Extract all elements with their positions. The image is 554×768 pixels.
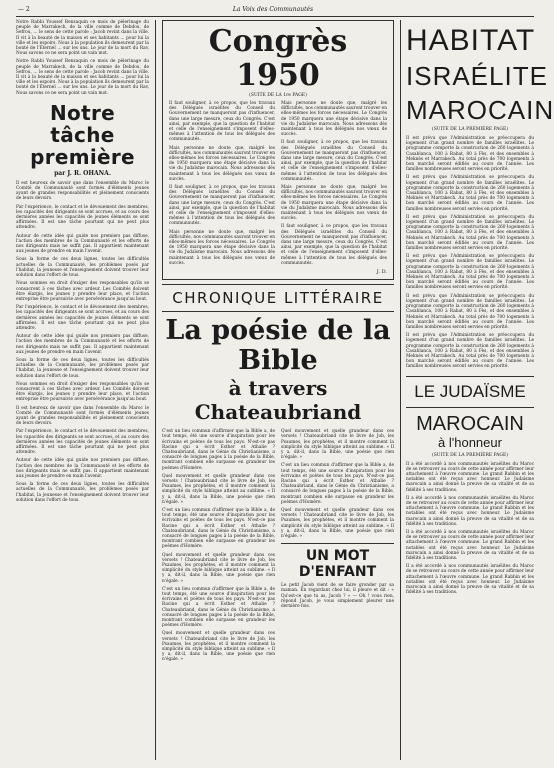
- poesie-paragraph: Quel mouvement et quelle grandeur dans ces versets ! Chateaubriand cite le livre de Job, les Psaumes, les prophètes, et il montre comment la simplicité du style biblique atteint au sublime. « Il y a, dit-il, dans la Bible, une poésie que rien n'égale. »: [162, 473, 275, 505]
- poesie-right-column: [281, 429, 394, 666]
- judaisme-headline-line1: LE JUDAÏSME: [406, 376, 534, 401]
- poesie-subheadline: à travers Chateaubriand: [194, 376, 362, 425]
- column-divider-2: [400, 20, 401, 760]
- habitat-paragraph: Il est prévu que l'Administration se préoccupera du logement d'un grand nombre de familles israélites. Le programme comporte la construction de 260 logements à Casablanca, 100 à Rabat, 80 à Fès, et des ensembles à Meknès et Marrakech. Au total près de 700 logements à bon marché seront édifiés au cours de l'année. Les familles nombreuses seront servies en priorité.: [406, 293, 534, 330]
- congres-right-column: [281, 101, 387, 275]
- judaisme-paragraph: Il a été accordé à nos communautés israélites du Maroc de se retrouver au cours de cette année pour affirmer leur attachement à l'œuvre commune. Le grand Rabbin et les notables ont été reçus avec honneur. Le Judaïsme marocain a ainsi donné la preuve de sa vitalité et de sa fidélité à ses traditions.: [406, 495, 534, 527]
- poesie-paragraph: Quel mouvement et quelle grandeur dans ces versets ! Chateaubriand cite le livre de Job, les Psaumes, les prophètes, et il montre comment la simplicité du style biblique atteint au sublime. « Il y a, dit-il, dans la Bible, une poésie que rien n'égale. »: [162, 552, 275, 584]
- mot-enfant-paragraph: Le petit Jacob vient de se faire gronder par sa maman. En regardant chez lui, il pleure et dit : « Qu'est-ce que tu as, Jacob ? » — Oh ! vous rien, répond Jacob, je vous simplement pleurer une dernière fois.: [281, 583, 394, 609]
- notre-tache-paragraph: Nous sommes en droit d'exiger des responsables qu'ils se consacrent à ces tâches avec ardeur. Les Comités doivent être élargis, les jeunes y prendre leur place, et l'action entreprise être poursuivie avec persévérance jusqu'au bout.: [16, 381, 149, 403]
- poesie-paragraph: Quel mouvement et quelle grandeur dans ces versets ! Chateaubriand cite le livre de Job, les Psaumes, les prophètes, et il montre comment la simplicité du style biblique atteint au sublime. « Il y a, dit-il, dans la Bible, une poésie que rien n'égale. »: [281, 429, 394, 461]
- notre-tache-paragraph: Nous sommes en droit d'exiger des responsables qu'ils se consacrent à ces tâches avec ardeur. Les Comités doivent être élargis, les jeunes y prendre leur place, et l'action entreprise être poursuivie avec persévérance jusqu'au bout.: [16, 281, 149, 302]
- notre-tache-paragraph: Par l'expérience, le contact et le dévouement des membres, les capacités des dirigeants se sont accrues, et au cours des dernières années les capacités de jeunes éléments se sont affirmées. Il est une tâche pourtant qui ne peut plus attendre.: [16, 429, 149, 456]
- poesie-paragraph: C'est un lieu commun d'affirmer que la Bible a, de tout temps, été une source d'inspiration pour les écrivains et poètes de tous les pays. N'est-ce pas Racine qui a écrit Esther et Athalie ? Chateaubriand, dans le Génie du Christianisme, a consacré de longues pages à la poésie de la Bible, montrant combien elle surpasse en grandeur les poèmes d'Homère.: [162, 586, 275, 629]
- congres-paragraph: Mais personne ne doute que, malgré les difficultés, nos communautés sauront trouver en elles-mêmes les forces nécessaires. Le Congrès de 1950 marquera une étape décisive dans la vie du Judaïsme marocain. Nous adressons dès maintenant à tous les délégués nos vœux de succès.: [281, 185, 387, 222]
- notre-tache-paragraph: Sous la forme de ces deux lignes, toutes les difficultés actuelles de la Communauté, les problèmes posés par l'habitat, la jeunesse et l'enseignement doivent trouver leur solution dans l'effort de tous.: [16, 482, 149, 503]
- chronique-heading: CHRONIQUE LITTÉRAIRE: [162, 284, 394, 312]
- notre-tache-paragraph: Sous la forme de ces deux lignes, toutes les difficultés actuelles de la Communauté, les problèmes posés par l'habitat, la jeunesse et l'enseignement doivent trouver leur solution dans l'effort de tous.: [16, 257, 149, 279]
- poesie-paragraph: C'est un lieu commun d'affirmer que la Bible a, de tout temps, été une source d'inspiration pour les écrivains et poètes de tous les pays. N'est-ce pas Racine qui a écrit Esther et Athalie ? Chateaubriand, dans le Génie du Christianisme, a consacré de longues pages à la poésie de la Bible, montrant combien elle surpasse en grandeur les poèmes d'Homère.: [162, 429, 275, 471]
- notre-tache-paragraph: Autour de cette idée qui guide nos premiers pas diffuse, l'action des membres de la Communauté et les efforts de nos dirigeants mais ne suffit pas. Il appartient maintenant aux jeunes de prendre en main l'avenir.: [16, 458, 149, 479]
- notre-tache-paragraph: Autour de cette idée qui guide nos premiers pas diffuse, l'action des membres de la Communauté et les efforts de nos dirigeants mais ne suffit pas. Il appartient maintenant aux jeunes de prendre en main l'avenir.: [16, 334, 149, 355]
- column-right: [406, 20, 554, 760]
- column-left: [16, 20, 149, 760]
- congres-signature: J. D.: [376, 269, 387, 276]
- notre-tache-paragraph: Par l'expérience, le contact et le dévouement des membres, les capacités des dirigeants se sont accrues, et au cours des dernières années les capacités de jeunes éléments se sont affirmées. Il est une tâche pourtant qui ne peut plus attendre.: [16, 305, 149, 331]
- congres-paragraph: Mais personne ne doute que, malgré les difficultés, nos communautés sauront trouver en elles-mêmes les forces nécessaires. Le Congrès de 1950 marquera une étape décisive dans la vie du Judaïsme marocain. Nous adressons dès maintenant à tous les délégués nos vœux de succès.: [169, 145, 275, 182]
- judaisme-paragraph: Il a été accordé à nos communautés israélites du Maroc de se retrouver au cours de cette année pour affirmer leur attachement à l'œuvre commune. Le grand Rabbin et les notables ont été reçus avec honneur. Le Judaïsme marocain a ainsi donné la preuve de sa vitalité et de sa fidélité à ses traditions.: [406, 529, 534, 561]
- page-header: [18, 6, 528, 16]
- congres-paragraph: Il faut souligner, à ce propos, que les travaux des Délégués israélites du Conseil du Gouvernement ne manqueront pas d'influencer, dans une large mesure, ceux du Congrès. C'est ainsi, par exemple, que la question de l'habitat et celle de l'enseignement s'imposent d'elles-mêmes à l'attention de tous les délégués des communautés.: [281, 140, 387, 182]
- congres-paragraph: Mais personne ne doute que, malgré les difficultés, nos communautés sauront trouver en elles-mêmes les forces nécessaires. Le Congrès de 1950 marquera une étape décisive dans la vie du Judaïsme marocain. Nous adressons dès maintenant à tous les délégués nos vœux de succès.: [169, 229, 275, 266]
- page-number: — 2: [18, 6, 30, 13]
- habitat-headline-line2: ISRAÉLITE: [406, 61, 548, 91]
- habitat-subtitle: (SUITE DE LA PREMIÈRE PAGE): [431, 127, 509, 132]
- poesie-left-column: [162, 429, 275, 666]
- intro-paragraph-continued: Notre Rabbi Youssef Benzaquin ce mois de pèlerinage du peuple de Marrakech, de la ville comme de Debdou, de Sefrou, ... le sens de cette parole : Jacob revint dans la ville. Il vit à la beauté de la maison et ses habitants ... pour lui la ville et les espoirs. Nous à la population ils demeurent par la bonté de l'Éternel ... sur les uns. Le jour de la mort du Rav, Nous savons ce ne sera point un vain mot.: [16, 59, 149, 96]
- poesie-paragraph: C'est un lieu commun d'affirmer que la Bible a, de tout temps, été une source d'inspiration pour les écrivains et poètes de tous les pays. N'est-ce pas Racine qui a écrit Esther et Athalie ? Chateaubriand, dans le Génie du Christianisme, a consacré de longues pages à la poésie de la Bible, montrant combien elle surpasse en grandeur les poèmes d'Homère.: [281, 463, 394, 505]
- congres-paragraph: Il faut souligner, à ce propos, que les travaux des Délégués israélites du Conseil du Gouvernement ne manqueront pas d'influencer, dans une large mesure, ceux du Congrès. C'est ainsi, par exemple, que la question de l'habitat et celle de l'enseignement s'imposent d'elles-mêmes à l'attention de tous les délégués des communautés.: [169, 101, 275, 143]
- congres-headline: Congrès 1950: [208, 24, 348, 93]
- poesie-headline: La poésie de la Bible: [165, 315, 391, 377]
- habitat-headline-line3: MAROCAIN: [406, 95, 554, 125]
- header-rule: [16, 16, 534, 17]
- column-center: [162, 20, 394, 760]
- judaisme-paragraph: Il a été accordé à nos communautés israélites du Maroc de se retrouver au cours de cette année pour affirmer leur attachement à l'œuvre commune. Le grand Rabbin et les notables ont été reçus avec honneur. Le Judaïsme marocain a ainsi donné la preuve de sa vitalité et de sa fidélité à ses traditions.: [406, 564, 534, 596]
- notre-tache-headline: Notre tâche première: [30, 100, 135, 169]
- notre-tache-paragraph: Il est heureux de savoir que dans l'ensemble du Maroc le Comité de Communauté sont formés d'éléments jeunes ayant de grandes responsabilités et pleinement conscients de leurs devoirs.: [16, 405, 149, 427]
- poesie-paragraph: Quel mouvement et quelle grandeur dans ces versets ! Chateaubriand cite le livre de Job, les Psaumes, les prophètes, et il montre comment la simplicité du style biblique atteint au sublime. « Il y a, dit-il, dans la Bible, une poésie que rien n'égale. »: [162, 631, 275, 663]
- masthead: La Voix des Communautés: [232, 6, 314, 13]
- intro-paragraph: Notre Rabbi Youssef Benzaquin ce mois de pèlerinage du peuple de Marrakech, de la ville comme de Debdou, de Sefrou, ... le sens de cette parole : Jacob revint dans la ville. Il vit à la beauté de la maison et ses habitants ... pour lui la ville et les espoirs. Nous à la population ils demeurent par la bonté de l'Éternel ... sur les uns. Le jour de la mort du Rav, Nous savons ce ne sera point un vain mot.: [16, 20, 149, 57]
- judaisme-paragraph: Il a été accordé à nos communautés israélites du Maroc de se retrouver au cours de cette année pour affirmer leur attachement à l'œuvre commune. Le grand Rabbin et les notables ont été reçus avec honneur. Le Judaïsme marocain a ainsi donné la preuve de sa vitalité et de sa fidélité à ses traditions.: [406, 461, 534, 493]
- poesie-body: [162, 429, 394, 666]
- habitat-paragraph: Il est prévu que l'Administration se préoccupera du logement d'un grand nombre de familles israélites. Le programme comporte la construction de 260 logements à Casablanca, 100 à Rabat, 80 à Fès, et des ensembles à Meknès et Marrakech. Au total près de 700 logements à bon marché seront édifiés au cours de l'année. Les familles nombreuses seront servies en priorité.: [406, 136, 534, 173]
- habitat-paragraph: Il est prévu que l'Administration se préoccupera du logement d'un grand nombre de familles israélites. Le programme comporte la construction de 260 logements à Casablanca, 100 à Rabat, 80 à Fès, et des ensembles à Meknès et Marrakech. Au total près de 700 logements à bon marché seront édifiés au cours de l'année. Les familles nombreuses seront servies en priorité.: [406, 333, 534, 370]
- congres-paragraph: Mais personne ne doute que, malgré les difficultés, nos communautés sauront trouver en elles-mêmes les forces nécessaires. Le Congrès de 1950 marquera une étape décisive dans la vie du Judaïsme marocain. Nous adressons dès maintenant à tous les délégués nos vœux de succès.: [281, 101, 387, 138]
- judaisme-headline-line3: à l'honneur: [438, 434, 502, 450]
- congres-left-column: [169, 101, 275, 275]
- habitat-paragraph: Il est prévu que l'Administration se préoccupera du logement d'un grand nombre de familles israélites. Le programme comporte la construction de 260 logements à Casablanca, 100 à Rabat, 80 à Fès, et des ensembles à Meknès et Marrakech. Au total près de 700 logements à bon marché seront édifiés au cours de l'année. Les familles nombreuses seront servies en priorité.: [406, 214, 534, 252]
- column-divider-1: [155, 20, 156, 760]
- notre-tache-paragraph: Par l'expérience, le contact et le dévouement des membres, les capacités des dirigeants se sont accrues, et au cours des dernières années les capacités de jeunes éléments se sont affirmées. Il est une tâche pourtant qui ne peut plus attendre.: [16, 204, 149, 231]
- habitat-paragraph: Il est prévu que l'Administration se préoccupera du logement d'un grand nombre de familles israélites. Le programme comporte la construction de 260 logements à Casablanca, 100 à Rabat, 80 à Fès, et des ensembles à Meknès et Marrakech. Au total près de 700 logements à bon marché seront édifiés au cours de l'année. Les familles nombreuses seront servies en priorité.: [406, 175, 534, 212]
- mot-enfant-headline: UN MOT D'ENFANT: [281, 543, 394, 580]
- notre-tache-paragraph: Sous la forme de ces deux lignes, toutes les difficultés actuelles de la Communauté, les problèmes posés par l'habitat, la jeunesse et l'enseignement doivent trouver leur solution dans l'effort de tous.: [16, 357, 149, 379]
- congres-paragraph: Il faut souligner, à ce propos, que les travaux des Délégués israélites du Conseil du Gouvernement ne manqueront pas d'influencer, dans une large mesure, ceux du Congrès. C'est ainsi, par exemple, que la question de l'habitat et celle de l'enseignement s'imposent d'elles-mêmes à l'attention de tous les délégués des communautés.: [281, 224, 387, 266]
- congres-subtitle: (SUITE DE LA 1re PAGE): [249, 93, 307, 98]
- poesie-paragraph: C'est un lieu commun d'affirmer que la Bible a, de tout temps, été une source d'inspiration pour les écrivains et poètes de tous les pays. N'est-ce pas Racine qui a écrit Esther et Athalie ? Chateaubriand, dans le Génie du Christianisme, a consacré de longues pages à la poésie de la Bible, montrant combien elle surpasse en grandeur les poèmes d'Homère.: [162, 507, 275, 550]
- congres-paragraph: Il faut souligner, à ce propos, que les travaux des Délégués israélites du Conseil du Gouvernement ne manqueront pas d'influencer, dans une large mesure, ceux du Congrès. C'est ainsi, par exemple, que la question de l'habitat et celle de l'enseignement s'imposent d'elles-mêmes à l'attention de tous les délégués des communautés.: [169, 185, 275, 227]
- notre-tache-paragraph: Il est heureux de savoir que dans l'ensemble du Maroc le Comité de Communauté sont formés d'éléments jeunes ayant de grandes responsabilités et pleinement conscients de leurs devoirs.: [16, 180, 149, 202]
- judaisme-subtitle: (SUITE DE LA PREMIÈRE PAGE): [431, 452, 509, 458]
- congres-article: [162, 20, 394, 280]
- congres-body: [169, 101, 387, 275]
- judaisme-headline-line2: MAROCAIN: [406, 407, 534, 435]
- habitat-paragraph: Il est prévu que l'Administration se préoccupera du logement d'un grand nombre de familles israélites. Le programme comporte la construction de 260 logements à Casablanca, 100 à Rabat, 80 à Fès, et des ensembles à Meknès et Marrakech. Au total près de 700 logements à bon marché seront édifiés au cours de l'année. Les familles nombreuses seront servies en priorité.: [406, 254, 534, 291]
- notre-tache-byline: par J. R. OHANA.: [54, 169, 111, 177]
- notre-tache-paragraph: Autour de cette idée qui guide nos premiers pas diffuse, l'action des membres de la Communauté et les efforts de nos dirigeants mais ne suffit pas. Il appartient maintenant aux jeunes de prendre en main l'avenir.: [16, 233, 149, 255]
- poesie-paragraph: Quel mouvement et quelle grandeur dans ces versets ! Chateaubriand cite le livre de Job, les Psaumes, les prophètes, et il montre comment la simplicité du style biblique atteint au sublime. « Il y a, dit-il, dans la Bible, une poésie que rien n'égale. »: [281, 507, 394, 539]
- habitat-headline-line1: HABITAT: [406, 24, 536, 57]
